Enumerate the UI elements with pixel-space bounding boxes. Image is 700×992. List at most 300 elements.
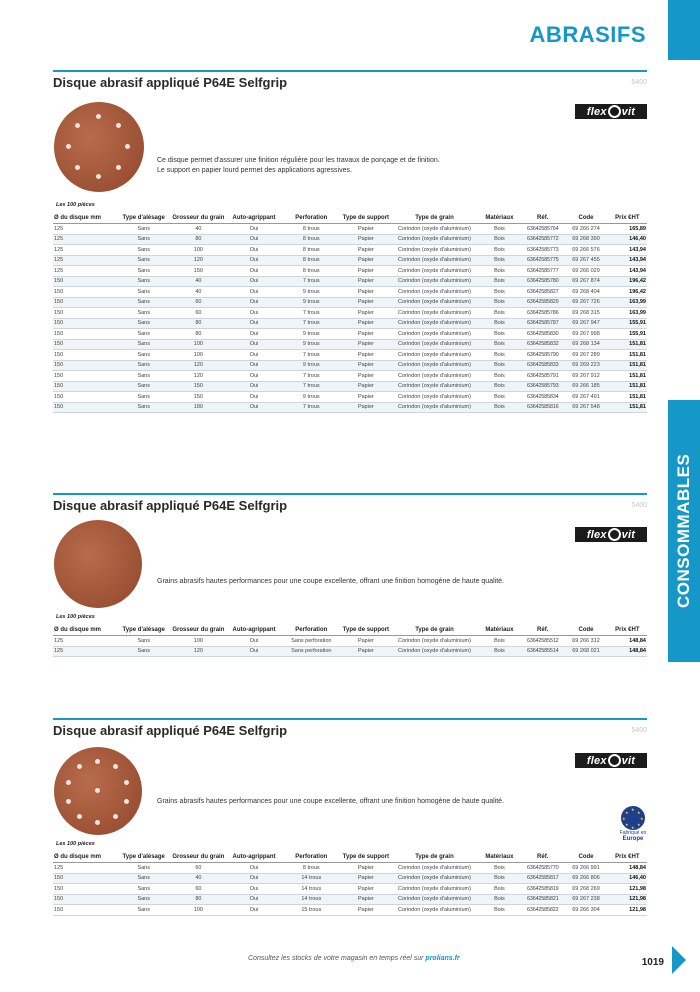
table-cell: Papier — [341, 234, 392, 245]
table-cell: Papier — [341, 245, 392, 256]
column-header: Code — [564, 852, 607, 863]
table-cell: 60 — [171, 297, 227, 308]
product-section-2 — [53, 493, 647, 703]
table-cell: 40 — [171, 276, 227, 287]
table-cell: 125 — [53, 266, 117, 277]
table-cell: 143,94 — [608, 245, 647, 256]
table-cell: Papier — [341, 297, 392, 308]
table-cell: 69 268 134 — [564, 339, 607, 350]
table-cell: 9 trous — [282, 392, 341, 403]
table-cell: Papier — [341, 308, 392, 319]
eu-badge-line2: Europe — [622, 836, 644, 842]
table-cell: Sans — [117, 636, 171, 647]
column-header: Perforation — [282, 213, 341, 224]
table-cell: 150 — [53, 297, 117, 308]
spec-table — [53, 625, 647, 657]
table-cell: Oui — [226, 646, 282, 657]
product-image-plain-disc — [54, 520, 142, 608]
table-cell: 69 268 404 — [564, 287, 607, 298]
table-cell: 69 266 806 — [564, 873, 607, 884]
table-cell: Papier — [341, 287, 392, 298]
brand-logo: flex vit — [575, 753, 647, 768]
table-cell: 143,94 — [608, 266, 647, 277]
table-cell: Oui — [226, 276, 282, 287]
table-cell: Papier — [341, 266, 392, 277]
table-cell: Bois — [478, 339, 521, 350]
table-cell: Bois — [478, 266, 521, 277]
table-cell: Bois — [478, 392, 521, 403]
spec-table — [53, 852, 647, 916]
table-cell: Oui — [226, 350, 282, 361]
table-cell: 63642585822 — [521, 905, 564, 916]
table-cell: 150 — [53, 360, 117, 371]
table-cell: Bois — [478, 287, 521, 298]
table-cell: 69 267 548 — [564, 402, 607, 413]
table-row — [53, 873, 647, 884]
table-cell: 120 — [171, 371, 227, 382]
table-cell: 60 — [171, 884, 227, 895]
table-cell: Oui — [226, 402, 282, 413]
table-cell: 60 — [171, 863, 227, 874]
table-cell: 155,91 — [608, 318, 647, 329]
top-color-strip — [668, 0, 700, 60]
product-section-3 — [53, 718, 647, 938]
table-cell: 163,99 — [608, 297, 647, 308]
table-cell: 63642585830 — [521, 329, 564, 340]
table-row — [53, 636, 647, 647]
table-cell: Corindon (oxyde d'aluminium) — [391, 308, 478, 319]
table-cell: 121,98 — [608, 894, 647, 905]
table-row — [53, 297, 647, 308]
table-cell: Sans — [117, 287, 171, 298]
made-in-europe-badge — [618, 806, 648, 843]
table-cell: 125 — [53, 224, 117, 235]
side-tab-label: CONSOMMABLES — [674, 453, 693, 609]
column-header: Grosseur du grain — [171, 852, 227, 863]
section-rule — [53, 70, 647, 72]
table-cell: Papier — [341, 646, 392, 657]
table-cell: Oui — [226, 360, 282, 371]
column-header: Auto-agrippant — [226, 625, 282, 636]
table-cell: Papier — [341, 339, 392, 350]
table-cell: Bois — [478, 234, 521, 245]
table-cell: Bois — [478, 276, 521, 287]
table-cell: Oui — [226, 371, 282, 382]
table-cell: 69 267 912 — [564, 371, 607, 382]
table-cell: Oui — [226, 297, 282, 308]
table-row — [53, 905, 647, 916]
table-cell: 9 trous — [282, 329, 341, 340]
table-cell: Sans — [117, 392, 171, 403]
table-cell: Corindon (oxyde d'aluminium) — [391, 636, 478, 647]
table-row — [53, 308, 647, 319]
table-cell: 63642585772 — [521, 234, 564, 245]
next-page-arrow-icon[interactable] — [672, 946, 686, 974]
table-cell: Oui — [226, 905, 282, 916]
table-cell: Bois — [478, 636, 521, 647]
table-cell: 80 — [171, 329, 227, 340]
table-cell: 151,81 — [608, 381, 647, 392]
table-cell: 69 267 947 — [564, 318, 607, 329]
table-cell: 100 — [171, 245, 227, 256]
table-cell: Corindon (oxyde d'aluminium) — [391, 381, 478, 392]
table-row — [53, 360, 647, 371]
table-cell: 69 267 874 — [564, 276, 607, 287]
table-cell: 7 trous — [282, 350, 341, 361]
table-cell: Bois — [478, 646, 521, 657]
table-cell: Papier — [341, 873, 392, 884]
table-cell: Corindon (oxyde d'aluminium) — [391, 276, 478, 287]
table-cell: 150 — [53, 287, 117, 298]
table-cell: Sans — [117, 318, 171, 329]
table-cell: 151,81 — [608, 360, 647, 371]
table-cell: 120 — [171, 255, 227, 266]
column-header: Code — [564, 213, 607, 224]
table-cell: 63642585787 — [521, 318, 564, 329]
table-cell: Papier — [341, 863, 392, 874]
table-cell: 150 — [171, 266, 227, 277]
table-row — [53, 224, 647, 235]
table-cell: 148,84 — [608, 646, 647, 657]
table-cell: 7 trous — [282, 308, 341, 319]
section-rule — [53, 718, 647, 720]
table-cell: 146,40 — [608, 234, 647, 245]
column-header: Type de grain — [391, 852, 478, 863]
footer-note: Consultez les stocks de votre magasin en temps réel sur prolians.fr — [248, 955, 460, 962]
table-cell: 120 — [171, 360, 227, 371]
table-header-row — [53, 213, 647, 224]
column-header: Perforation — [282, 625, 341, 636]
product-code: 5400 — [631, 502, 647, 509]
table-cell: Corindon (oxyde d'aluminium) — [391, 234, 478, 245]
table-cell: Sans — [117, 308, 171, 319]
table-cell: Bois — [478, 402, 521, 413]
table-cell: 80 — [171, 234, 227, 245]
table-cell: Corindon (oxyde d'aluminium) — [391, 360, 478, 371]
column-header: Ø du disque mm — [53, 625, 117, 636]
product-description: Grains abrasifs hautes performances pour une coupe excellente, offrant une finition homogène de haute qualité. — [157, 798, 504, 805]
table-cell: Bois — [478, 297, 521, 308]
table-cell: 150 — [53, 905, 117, 916]
pack-note: Les 100 pièces — [56, 202, 95, 208]
product-image-perforated-disc — [54, 747, 142, 835]
table-cell: Oui — [226, 381, 282, 392]
table-cell: 63642585770 — [521, 863, 564, 874]
table-cell: 8 trous — [282, 266, 341, 277]
table-cell: Sans — [117, 224, 171, 235]
table-cell: Bois — [478, 224, 521, 235]
table-cell: 165,89 — [608, 224, 647, 235]
table-cell: 69 267 998 — [564, 329, 607, 340]
table-cell: 40 — [171, 224, 227, 235]
table-header-row — [53, 852, 647, 863]
table-cell: 150 — [53, 392, 117, 403]
table-row — [53, 381, 647, 392]
table-cell: Sans — [117, 234, 171, 245]
table-cell: Sans — [117, 329, 171, 340]
table-cell: Corindon (oxyde d'aluminium) — [391, 646, 478, 657]
table-cell: Oui — [226, 873, 282, 884]
table-cell: 69 267 238 — [564, 894, 607, 905]
table-cell: Oui — [226, 339, 282, 350]
table-cell: 150 — [53, 339, 117, 350]
table-cell: 9 trous — [282, 360, 341, 371]
table-cell: Corindon (oxyde d'aluminium) — [391, 402, 478, 413]
table-cell: Oui — [226, 266, 282, 277]
table-cell: 148,84 — [608, 863, 647, 874]
table-cell: 63642585819 — [521, 884, 564, 895]
table-cell: Sans — [117, 646, 171, 657]
table-cell: Sans — [117, 381, 171, 392]
column-header: Prix €HT — [608, 852, 647, 863]
table-cell: 196,42 — [608, 276, 647, 287]
table-cell: Corindon (oxyde d'aluminium) — [391, 392, 478, 403]
table-cell: Bois — [478, 381, 521, 392]
product-section-1 — [53, 70, 647, 450]
table-cell: 63642585832 — [521, 339, 564, 350]
table-cell: 69 267 289 — [564, 350, 607, 361]
column-header: Type d'alésage — [117, 852, 171, 863]
table-cell: 63642585777 — [521, 266, 564, 277]
table-cell: 150 — [53, 884, 117, 895]
table-cell: Sans perforation — [282, 636, 341, 647]
table-cell: Sans — [117, 297, 171, 308]
product-title: Disque abrasif appliqué P64E Selfgrip — [53, 723, 288, 738]
table-cell: 40 — [171, 873, 227, 884]
table-cell: Sans — [117, 863, 171, 874]
column-header: Type de grain — [391, 213, 478, 224]
table-cell: 100 — [171, 636, 227, 647]
table-cell: 63642585827 — [521, 287, 564, 298]
table-cell: 63642585514 — [521, 646, 564, 657]
column-header: Prix €HT — [608, 213, 647, 224]
table-cell: Sans — [117, 360, 171, 371]
product-description: Grains abrasifs hautes performances pour une coupe excellente, offrant une finition homogène de haute qualité. — [157, 578, 504, 585]
table-row — [53, 329, 647, 340]
table-cell: 69 266 185 — [564, 381, 607, 392]
table-cell: 14 trous — [282, 894, 341, 905]
table-cell: 15 trous — [282, 905, 341, 916]
table-cell: 63642585764 — [521, 224, 564, 235]
table-cell: 14 trous — [282, 873, 341, 884]
eu-badge-line1: Fabriqué en — [619, 830, 647, 836]
table-cell: Sans — [117, 245, 171, 256]
table-cell: Papier — [341, 350, 392, 361]
table-cell: 150 — [53, 371, 117, 382]
table-cell: Papier — [341, 905, 392, 916]
table-cell: Oui — [226, 894, 282, 905]
table-cell: Oui — [226, 636, 282, 647]
table-cell: 69 266 029 — [564, 266, 607, 277]
page-category-title: ABRASIFS — [529, 22, 646, 47]
table-cell: Oui — [226, 224, 282, 235]
table-cell: 69 268 021 — [564, 646, 607, 657]
table-cell: Sans — [117, 276, 171, 287]
table-cell: Bois — [478, 863, 521, 874]
product-image-perforated-disc — [54, 102, 144, 192]
table-cell: Bois — [478, 245, 521, 256]
column-header: Type de support — [341, 852, 392, 863]
table-cell: Corindon (oxyde d'aluminium) — [391, 255, 478, 266]
table-cell: Papier — [341, 224, 392, 235]
table-cell: 150 — [53, 308, 117, 319]
column-header: Type de support — [341, 625, 392, 636]
table-cell: 150 — [53, 894, 117, 905]
table-cell: Sans — [117, 255, 171, 266]
table-cell: Oui — [226, 318, 282, 329]
product-description: Ce disque permet d'assurer une finition régulière pour les travaux de ponçage et de finition. Le support en papier lourd permet des applications agressives. — [157, 157, 440, 174]
table-cell: Corindon (oxyde d'aluminium) — [391, 884, 478, 895]
table-cell: 125 — [53, 234, 117, 245]
table-cell: Sans — [117, 402, 171, 413]
table-cell: 150 — [171, 392, 227, 403]
table-cell: 69 267 491 — [564, 392, 607, 403]
column-header: Ø du disque mm — [53, 852, 117, 863]
table-cell: 69 268 315 — [564, 308, 607, 319]
column-header: Réf. — [521, 625, 564, 636]
table-cell: 69 266 576 — [564, 245, 607, 256]
table-row — [53, 245, 647, 256]
table-cell: Corindon (oxyde d'aluminium) — [391, 894, 478, 905]
table-cell: 163,99 — [608, 308, 647, 319]
table-row — [53, 863, 647, 874]
table-cell: 80 — [171, 318, 227, 329]
product-title: Disque abrasif appliqué P64E Selfgrip — [53, 498, 288, 513]
table-cell: 63642585834 — [521, 392, 564, 403]
table-cell: Bois — [478, 318, 521, 329]
column-header: Type de support — [341, 213, 392, 224]
column-header: Type de grain — [391, 625, 478, 636]
table-cell: Sans — [117, 873, 171, 884]
table-cell: 8 trous — [282, 863, 341, 874]
table-cell: 151,81 — [608, 392, 647, 403]
table-row — [53, 646, 647, 657]
table-cell: 69 269 223 — [564, 360, 607, 371]
table-cell: 196,42 — [608, 287, 647, 298]
table-cell: 7 trous — [282, 371, 341, 382]
table-cell: 7 trous — [282, 318, 341, 329]
table-cell: 125 — [53, 636, 117, 647]
column-header: Ø du disque mm — [53, 213, 117, 224]
table-cell: Bois — [478, 360, 521, 371]
table-cell: 63642585821 — [521, 894, 564, 905]
table-cell: 63642585512 — [521, 636, 564, 647]
table-cell: 63642585791 — [521, 371, 564, 382]
brand-logo: flex vit — [575, 104, 647, 119]
table-cell: 8 trous — [282, 255, 341, 266]
table-cell: 7 trous — [282, 381, 341, 392]
table-cell: Papier — [341, 371, 392, 382]
table-cell: Papier — [341, 318, 392, 329]
table-cell: 63642585817 — [521, 873, 564, 884]
table-row — [53, 884, 647, 895]
pack-note: Les 100 pièces — [56, 841, 95, 847]
table-cell: 69 268 390 — [564, 234, 607, 245]
table-cell: Sans perforation — [282, 646, 341, 657]
table-cell: Corindon (oxyde d'aluminium) — [391, 297, 478, 308]
table-cell: Papier — [341, 329, 392, 340]
table-row — [53, 339, 647, 350]
table-cell: Papier — [341, 636, 392, 647]
column-header: Réf. — [521, 213, 564, 224]
spec-table — [53, 213, 647, 413]
table-cell: 148,84 — [608, 636, 647, 647]
table-cell: 151,81 — [608, 402, 647, 413]
column-header: Prix €HT — [608, 625, 647, 636]
table-cell: Oui — [226, 863, 282, 874]
section-rule — [53, 493, 647, 495]
table-cell: 63642585816 — [521, 402, 564, 413]
table-cell: Papier — [341, 360, 392, 371]
table-cell: Oui — [226, 884, 282, 895]
table-cell: 63642585775 — [521, 255, 564, 266]
table-cell: 9 trous — [282, 339, 341, 350]
table-cell: 69 266 304 — [564, 905, 607, 916]
table-row — [53, 392, 647, 403]
product-code: 5400 — [631, 727, 647, 734]
table-cell: Corindon (oxyde d'aluminium) — [391, 224, 478, 235]
column-header: Grosseur du grain — [171, 625, 227, 636]
table-cell: 121,98 — [608, 884, 647, 895]
table-cell: 69 267 726 — [564, 297, 607, 308]
table-cell: Corindon (oxyde d'aluminium) — [391, 287, 478, 298]
table-cell: 125 — [53, 646, 117, 657]
table-row — [53, 234, 647, 245]
table-cell: 180 — [171, 402, 227, 413]
table-cell: Corindon (oxyde d'aluminium) — [391, 266, 478, 277]
table-cell: Sans — [117, 884, 171, 895]
table-cell: Oui — [226, 308, 282, 319]
table-row — [53, 318, 647, 329]
table-cell: 63642585773 — [521, 245, 564, 256]
table-row — [53, 266, 647, 277]
table-cell: 40 — [171, 287, 227, 298]
product-title: Disque abrasif appliqué P64E Selfgrip — [53, 75, 288, 90]
table-cell: Oui — [226, 329, 282, 340]
page-number: 1019 — [641, 957, 664, 968]
table-cell: 9 trous — [282, 287, 341, 298]
table-cell: 150 — [53, 318, 117, 329]
table-cell: Sans — [117, 905, 171, 916]
table-cell: 63642585790 — [521, 350, 564, 361]
table-cell: 150 — [171, 381, 227, 392]
table-cell: 150 — [53, 350, 117, 361]
table-cell: Bois — [478, 329, 521, 340]
table-cell: Corindon (oxyde d'aluminium) — [391, 318, 478, 329]
table-cell: Bois — [478, 905, 521, 916]
table-cell: 63642585786 — [521, 308, 564, 319]
table-cell: 60 — [171, 308, 227, 319]
table-cell: 69 268 269 — [564, 884, 607, 895]
table-cell: 150 — [53, 402, 117, 413]
table-cell: 125 — [53, 863, 117, 874]
table-cell: Corindon (oxyde d'aluminium) — [391, 371, 478, 382]
table-cell: 150 — [53, 873, 117, 884]
table-cell: 150 — [53, 329, 117, 340]
table-cell: 143,94 — [608, 255, 647, 266]
table-cell: Sans — [117, 266, 171, 277]
table-cell: Papier — [341, 276, 392, 287]
column-header: Grosseur du grain — [171, 213, 227, 224]
table-row — [53, 402, 647, 413]
table-cell: 8 trous — [282, 234, 341, 245]
footer-link[interactable]: prolians.fr — [425, 955, 460, 962]
table-cell: 9 trous — [282, 297, 341, 308]
table-cell: 151,81 — [608, 339, 647, 350]
column-header: Matériaux — [478, 213, 521, 224]
table-cell: Papier — [341, 884, 392, 895]
column-header: Type d'alésage — [117, 625, 171, 636]
